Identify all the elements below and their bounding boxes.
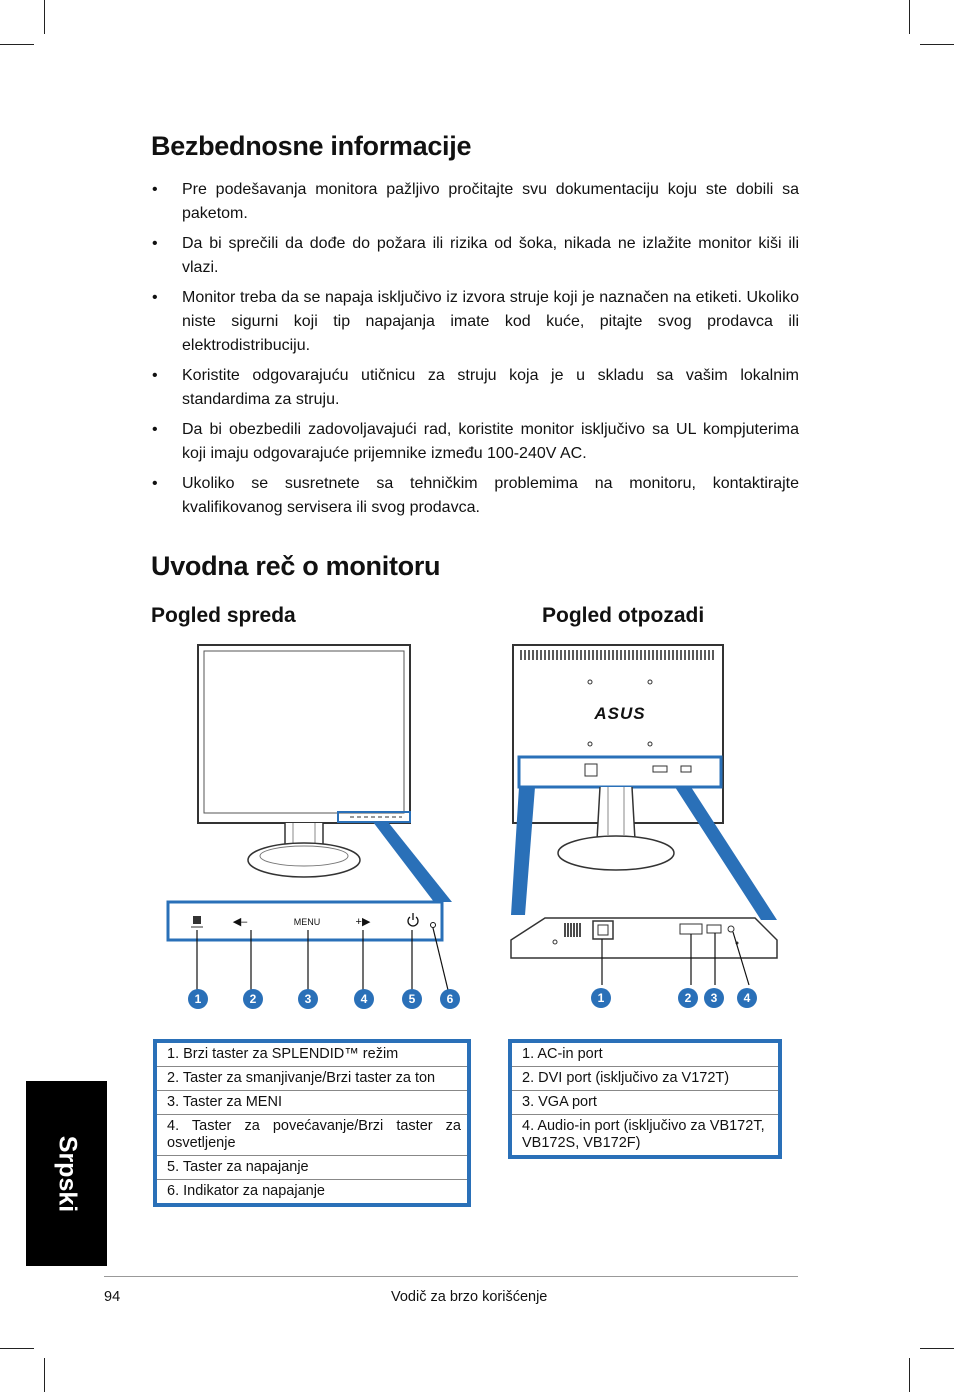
safety-list xyxy=(146,178,799,526)
table-row: 2. Taster za smanjivanje/Brzi taster za ton xyxy=(157,1067,467,1091)
crop-mark xyxy=(909,0,910,34)
crop-mark xyxy=(44,1358,45,1392)
list-item: • Da bi sprečili da dođe do požara ili rizika od šoka, nikada ne izlažite monitor kiši ili vlazi. xyxy=(152,235,799,276)
list-item: • Koristite odgovarajuću utičnicu za struju koja je u skladu sa vašim lokalnim standardima za struju. xyxy=(152,367,799,408)
list-item: • Ukoliko se susretnete sa tehničkim problemima na monitoru, kontaktirajte kvalifikovanog servisera ili svog prodavca. xyxy=(152,475,799,516)
table-row: 6. Indikator za napajanje xyxy=(167,1183,325,1199)
crop-mark xyxy=(0,44,34,45)
crop-mark xyxy=(920,44,954,45)
callout-2: 2 xyxy=(678,988,698,1008)
callout-4: 4 xyxy=(737,988,757,1008)
back-view-table xyxy=(508,1039,782,1159)
crop-mark xyxy=(44,0,45,34)
footer-divider xyxy=(104,1276,798,1277)
callout-1: 1 xyxy=(591,988,611,1008)
asus-logo: ASUS xyxy=(594,704,646,723)
table-row: 2. DVI port (isključivo za V172T) xyxy=(512,1067,778,1091)
callout-4: 4 xyxy=(354,989,374,1009)
svg-text:◀–: ◀– xyxy=(232,916,248,928)
menu-label: MENU xyxy=(293,917,321,927)
callout-1: 1 xyxy=(188,989,208,1009)
page-number: 94 xyxy=(104,1289,121,1305)
table-row: 4. Taster za povećavanje/Brzi taster za osvetljenje xyxy=(157,1115,467,1156)
callout-2: 2 xyxy=(243,989,263,1009)
table-row: 1. Brzi taster za SPLENDID™ režim xyxy=(157,1043,467,1067)
svg-text:+▶: +▶ xyxy=(355,916,371,928)
language-tab xyxy=(26,1081,107,1266)
crop-mark xyxy=(920,1348,954,1349)
safety-title: Bezbednosne informacije xyxy=(151,131,472,161)
callout-3: 3 xyxy=(298,989,318,1009)
crop-mark xyxy=(0,1348,34,1349)
back-view-illustration xyxy=(505,640,785,1010)
footer-title: Vodič za brzo korišćenje xyxy=(391,1289,548,1305)
front-view-heading: Pogled spreda xyxy=(151,604,296,627)
callout-6: 6 xyxy=(440,989,460,1009)
front-view-table xyxy=(153,1039,471,1207)
list-item: • Pre podešavanja monitora pažljivo pročitajte svu dokumentaciju koju ste dobili sa paketom. xyxy=(152,181,799,222)
table-row: 1. AC-in port xyxy=(512,1043,778,1067)
intro-title: Uvodna reč o monitoru xyxy=(151,551,441,581)
table-row: 3. Taster za MENI xyxy=(157,1091,467,1115)
list-item: • Monitor treba da se napaja isključivo iz izvora struje koji je naznačen na etiketi. Ukoliko niste sigurni koji tip napajanja imate kod kuće, pitajte svog prodavca ili elektrodistribuciju. xyxy=(152,289,799,354)
back-view-heading: Pogled otpozadi xyxy=(542,604,705,627)
crop-mark xyxy=(909,1358,910,1392)
language-tab-label: Srpski xyxy=(53,1135,81,1212)
list-item: • Da bi obezbedili zadovoljavajući rad, koristite monitor isključivo sa UL kompjuterima koji imaju odgovarajuće prijemnike između 100-240V AC. xyxy=(152,421,799,462)
callout-3: 3 xyxy=(704,988,724,1008)
front-view-illustration xyxy=(160,640,460,1030)
table-row: 4. Audio-in port (isključivo za VB172T, VB172S, VB172F) xyxy=(522,1118,765,1151)
table-row: 5. Taster za napajanje xyxy=(157,1156,467,1180)
table-row: 3. VGA port xyxy=(512,1091,778,1115)
callout-5: 5 xyxy=(402,989,422,1009)
